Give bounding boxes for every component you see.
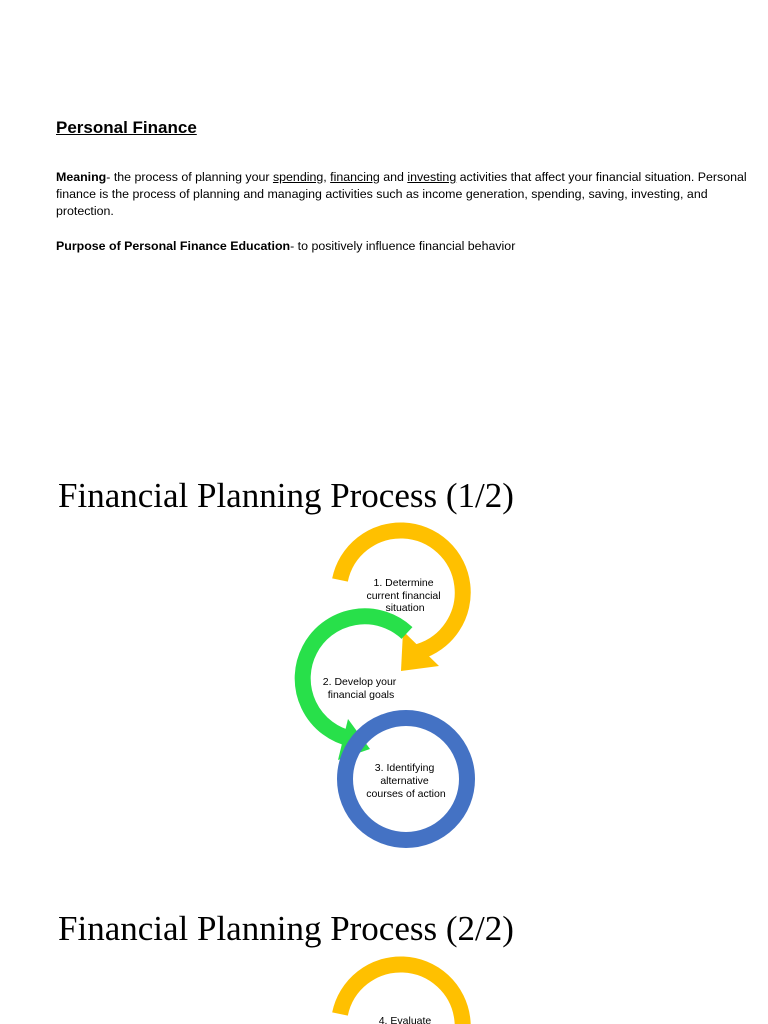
step-1-line-1: 1. Determine — [373, 577, 434, 589]
step-1-line-3: situation — [385, 602, 425, 614]
step-4-label — [379, 1015, 432, 1024]
meaning-label: Meaning — [56, 170, 107, 184]
step-3-line-2: alternative — [380, 775, 429, 787]
step-4-line-1: 4. Evaluate — [378, 1015, 432, 1024]
step-2-line-1: 2. Develop your — [322, 676, 397, 688]
purpose-label: Purpose of Personal Finance Education — [56, 239, 291, 253]
page-title: Personal Finance — [56, 118, 197, 137]
step-1-line-2: current financial — [366, 590, 441, 602]
term-investing: investing — [407, 170, 457, 184]
meaning-comma: , — [323, 170, 331, 184]
step-3-label — [366, 762, 446, 800]
step-1-label — [366, 577, 443, 614]
meaning-sep: - the process of planning your — [106, 170, 273, 184]
process-2-heading: Financial Planning Process (2/2) — [58, 909, 514, 948]
step-3-line-3: courses of action — [366, 788, 446, 800]
step-2-line-2: financial goals — [327, 689, 395, 701]
meaning-and: and — [379, 170, 408, 184]
purpose-text: - to positively influence financial behavior — [290, 239, 516, 253]
step-3-line-1: 3. Identifying — [374, 762, 435, 774]
term-financing: financing — [330, 170, 380, 184]
term-spending: spending — [272, 170, 324, 184]
meaning-rest: activities that affect your financial situation. Personal finance is the process of planning and managing activities such as income generation, spending, saving, investing, and protection. — [56, 170, 747, 218]
step-2-label — [323, 676, 399, 701]
process-1-heading: Financial Planning Process (1/2) — [58, 476, 514, 515]
